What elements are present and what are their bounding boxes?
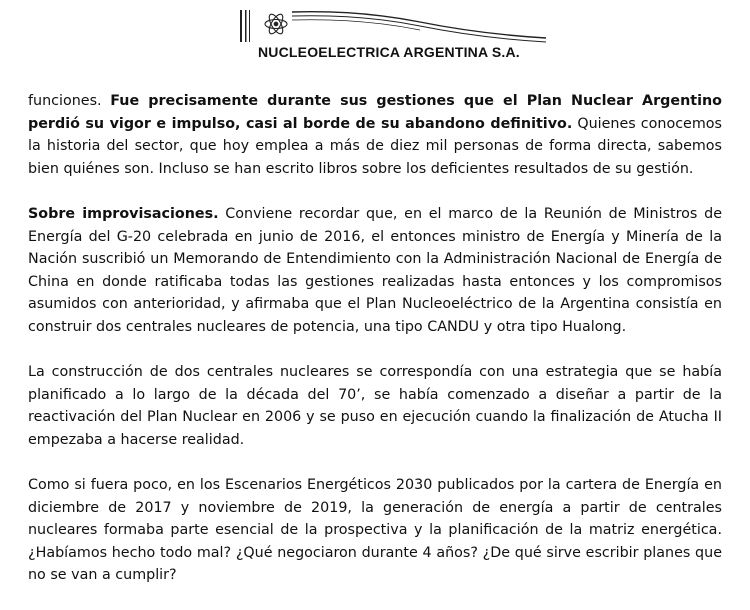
company-name: NUCLEOELECTRICA ARGENTINA S.A.	[258, 44, 520, 60]
paragraph-4	[28, 474, 722, 587]
document-body	[28, 90, 722, 610]
bold-heading: Sobre improvisaciones.	[28, 205, 219, 222]
nucleoelectrica-logo	[240, 8, 550, 44]
letterhead	[0, 0, 750, 80]
paragraph-text: Conviene recordar que, en el marco de la Reunión de Ministros de Energía del G-20 celebrada en junio de 2016, el entonces ministro de Energía y Minería de la Nación suscribió un Memorando de Entendimiento con la Administración Nacional de Energía de China en donde ratificaba todas las gestiones realizadas hasta entonces y los compromisos asumidos con anterioridad, y afirmaba que el Plan Nucleoeléctrico de la Argentina consistía en construir dos centrales nucleares de potencia, una tipo CANDU y otra tipo Hualong.	[28, 205, 722, 335]
paragraph-text: Quienes conocemos la historia del sector, que hoy emplea a más de diez mil personas de forma directa, sabemos bien quiénes son. Incluso se han escrito libros sobre los deficientes resultados de su gestión.	[28, 115, 722, 177]
paragraph-text: Como si fuera poco, en los Escenarios Energéticos 2030 publicados por la cartera de Energía en diciembre de 2017 y noviembre de 2019, la generación de energía a partir de centrales nucleares formaba parte esencial de la prospectiva y la planificación de la matriz energética. ¿Habíamos hecho todo mal? ¿Qué negociaron durante 4 años? ¿De qué sirve escribir planes que no se van a cumplir?	[28, 477, 722, 584]
bold-text: Fue precisamente durante sus gestiones que el Plan Nuclear Argentino perdió su vigor e impulso, casi al borde de su abandono definitivo.	[28, 93, 722, 132]
paragraph-1	[28, 90, 722, 180]
paragraph-text: funciones.	[28, 93, 111, 109]
paragraph-text: La construcción de dos centrales nucleares se correspondía con una estrategia que se había planificado a lo largo de la década del 70’, se había comenzado a diseñar a partir de la reactivación del Plan Nuclear en 2006 y se puso en ejecución cuando la finalización de Atucha II empezaba a hacerse realidad.	[28, 364, 722, 448]
paragraph-2	[28, 203, 722, 339]
paragraph-3	[28, 361, 722, 451]
